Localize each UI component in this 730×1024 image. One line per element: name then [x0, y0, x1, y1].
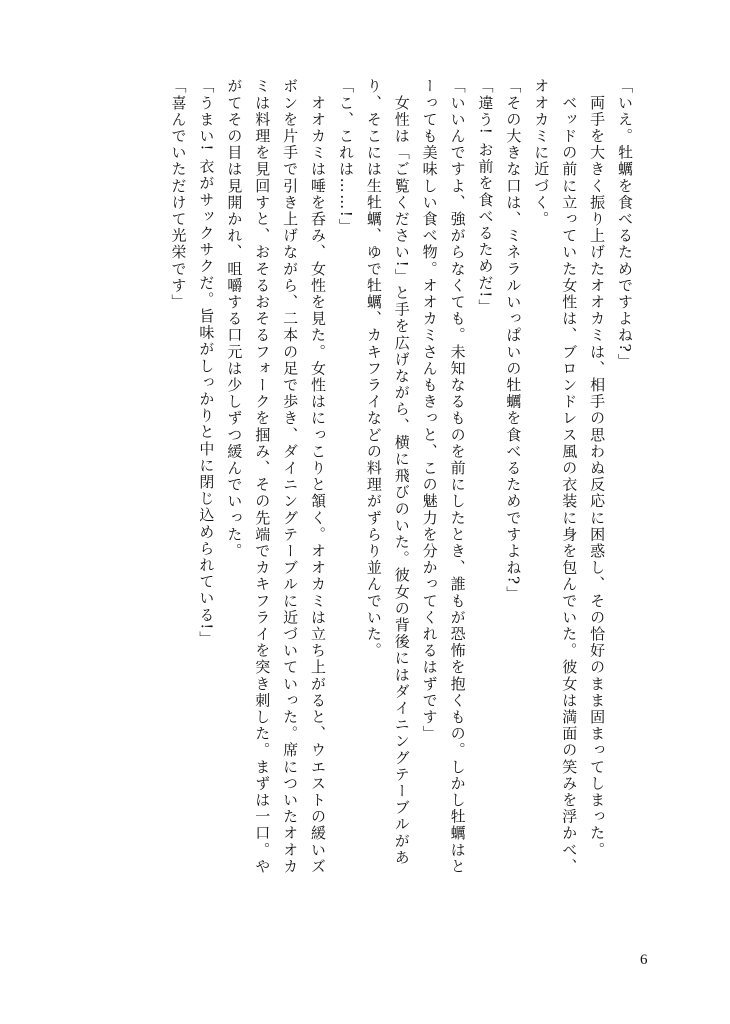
- text-line: 「その大きな口は、ミネラルいっぱいの牡蠣を食べるためですよね?」: [504, 78, 523, 603]
- text-line: 「うまい! 衣がサックサクだ。旨味がしっかりと中に閉じ込められている!」: [197, 78, 216, 648]
- text-line: オオカミは唾を呑み、女性を見た。女性はにっこりと頷く。オオカミは立ち上がると、ウエストの緩いズ: [309, 78, 328, 875]
- page-number: 6: [640, 952, 648, 968]
- text-line: ボンを片手で引き上げながら、二本の足で歩き、ダイニングテーブルに近づいていった。席についたオオカ: [281, 78, 300, 875]
- text-line: ベッドの前に立っていた女性は、ブロンドレス風の衣装に身を包んでいた。彼女は満面の笑みを浮かべ、: [560, 78, 579, 875]
- text-line: 「いえ。牡蠣を食べるためですよね?」: [616, 78, 634, 370]
- text-line: 「違う! お前を食べるためだ!」: [476, 78, 495, 316]
- text-line: 「こ、これは……!」: [336, 78, 355, 236]
- text-line: 両手を大きく振り上げたオオカミは、相手の思わぬ反応に困惑し、その恰好のまま固まってしまった。: [588, 78, 607, 859]
- vertical-text-body: [164, 78, 638, 944]
- text-line: り、そこには生牡蠣、ゆで牡蠣、カキフライなどの料理がずらり並んでいた。: [364, 78, 383, 659]
- text-line: 「いいんですよ、強がらなくても。未知なるものを前にしたとき、誰もが恐怖を抱くもの。しかし牡蠣はと: [448, 78, 467, 875]
- text-line: 「喜んでいただけて光栄です」: [169, 78, 188, 311]
- text-line: 女性は「ご覧ください!」と手を広げながら、横に飛びのいた。彼女の背後にはダイニングテーブルがあ: [392, 78, 411, 866]
- text-line: がてその目は見開かれ、咀嚼する口元は少しずつ緩んでいった。: [225, 78, 244, 560]
- text-line: オオカミに近づく。: [532, 78, 551, 228]
- text-line: ミは料理を見回すと、おそるおそるフォークを掴み、その先端でカキフライを突き刺した。まずは一口。や: [253, 78, 272, 875]
- text-line: ーっても美味しい食べ物。オオカミさんもきっと、この魅力を分かってくれるはずです」: [420, 78, 439, 742]
